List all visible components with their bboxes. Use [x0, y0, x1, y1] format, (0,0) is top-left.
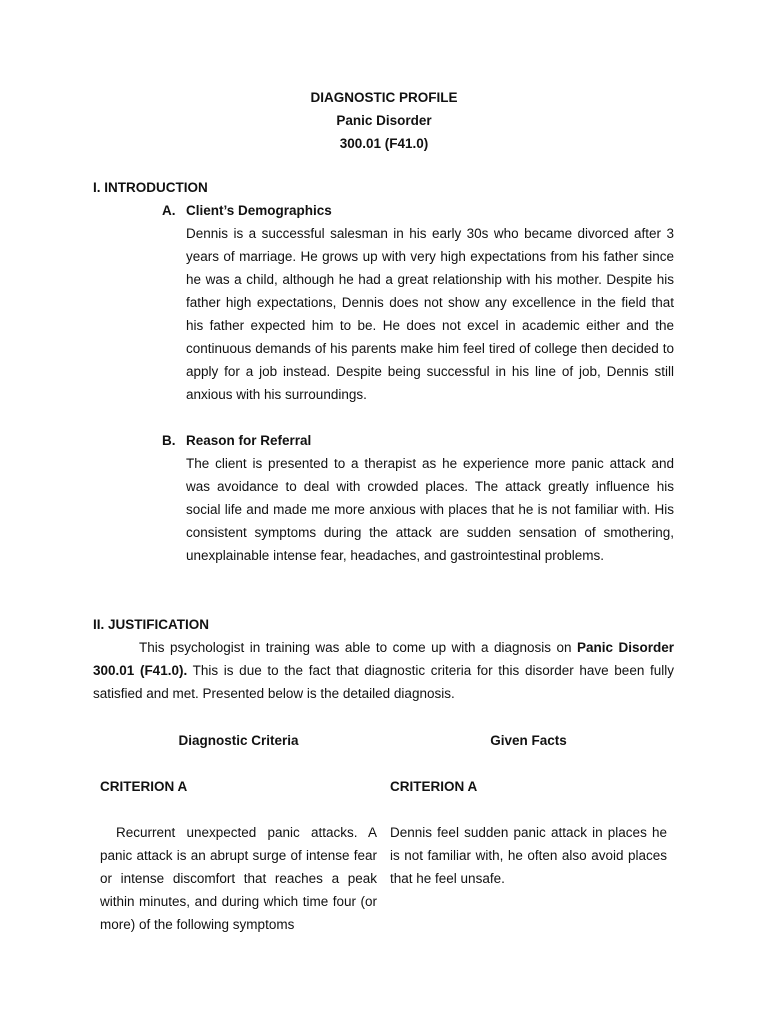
- demographics-paragraph: Dennis is a successful salesman in his early 30s who became divorced after 3 years of marriage. He grows up with very high expectations from his father since he was a child, although he had a great relationship with his mother. Despite his father high expectations, Dennis does not show any excellence in the field that his father expected him to be. He does not excel in academic either and the continuous demands of his parents make him feel tired of college then decided to apply for a job instead. Despite being successful in his line of job, Dennis still anxious with his surroundings.: [186, 226, 674, 402]
- diagnosis-code: 300.01 (F41.0): [339, 136, 429, 151]
- column-header-given-facts: Given Facts: [490, 733, 567, 748]
- demographics-letter: A.: [162, 203, 176, 218]
- justification-diagnosis: Panic Disorder 300.01 (F41.0).: [93, 640, 674, 678]
- criterion-a-right: CRITERION A: [390, 779, 478, 794]
- introduction-heading: I. INTRODUCTION: [93, 180, 208, 195]
- title-block: [0, 86, 768, 155]
- document-title: DIAGNOSTIC PROFILE: [310, 90, 458, 105]
- justification-paragraph: [93, 636, 674, 705]
- referral-paragraph: The client is presented to a therapist as he experience more panic attack and was avoidance to deal with crowded places. The attack greatly influence his social life and made me more anxious with places that he is not familiar with. His consistent symptoms during the attack are sudden sensation of smothering, unexplainable intense fear, headaches, and gastrointestinal problems.: [186, 456, 674, 563]
- criterion-a-description: Recurrent unexpected panic attacks. A panic attack is an abrupt surge of intense fear or intense discomfort that reaches a peak within minutes, and during which time four (or more) of the following symptoms: [100, 825, 377, 932]
- demographics-heading: [162, 199, 332, 222]
- referral-heading: [162, 429, 311, 452]
- referral-letter: B.: [162, 433, 176, 448]
- referral-title: Reason for Referral: [186, 433, 312, 448]
- column-header-diagnostic-criteria: Diagnostic Criteria: [178, 733, 299, 748]
- criterion-a-facts: Dennis feel sudden panic attack in places he is not familiar with, he often also avoid places that he feel unsafe.: [390, 825, 667, 886]
- document-subtitle: Panic Disorder: [336, 113, 432, 128]
- criterion-a-left: CRITERION A: [100, 779, 188, 794]
- justification-heading: II. JUSTIFICATION: [93, 617, 210, 632]
- demographics-title: Client’s Demographics: [186, 203, 332, 218]
- justification-text-after: This is due to the fact that diagnostic criteria for this disorder have been fully satisfied and met. Presented below is the detailed diagnosis.: [93, 663, 674, 701]
- justification-text-before: This psychologist in training was able to come up with a diagnosis on: [139, 640, 577, 655]
